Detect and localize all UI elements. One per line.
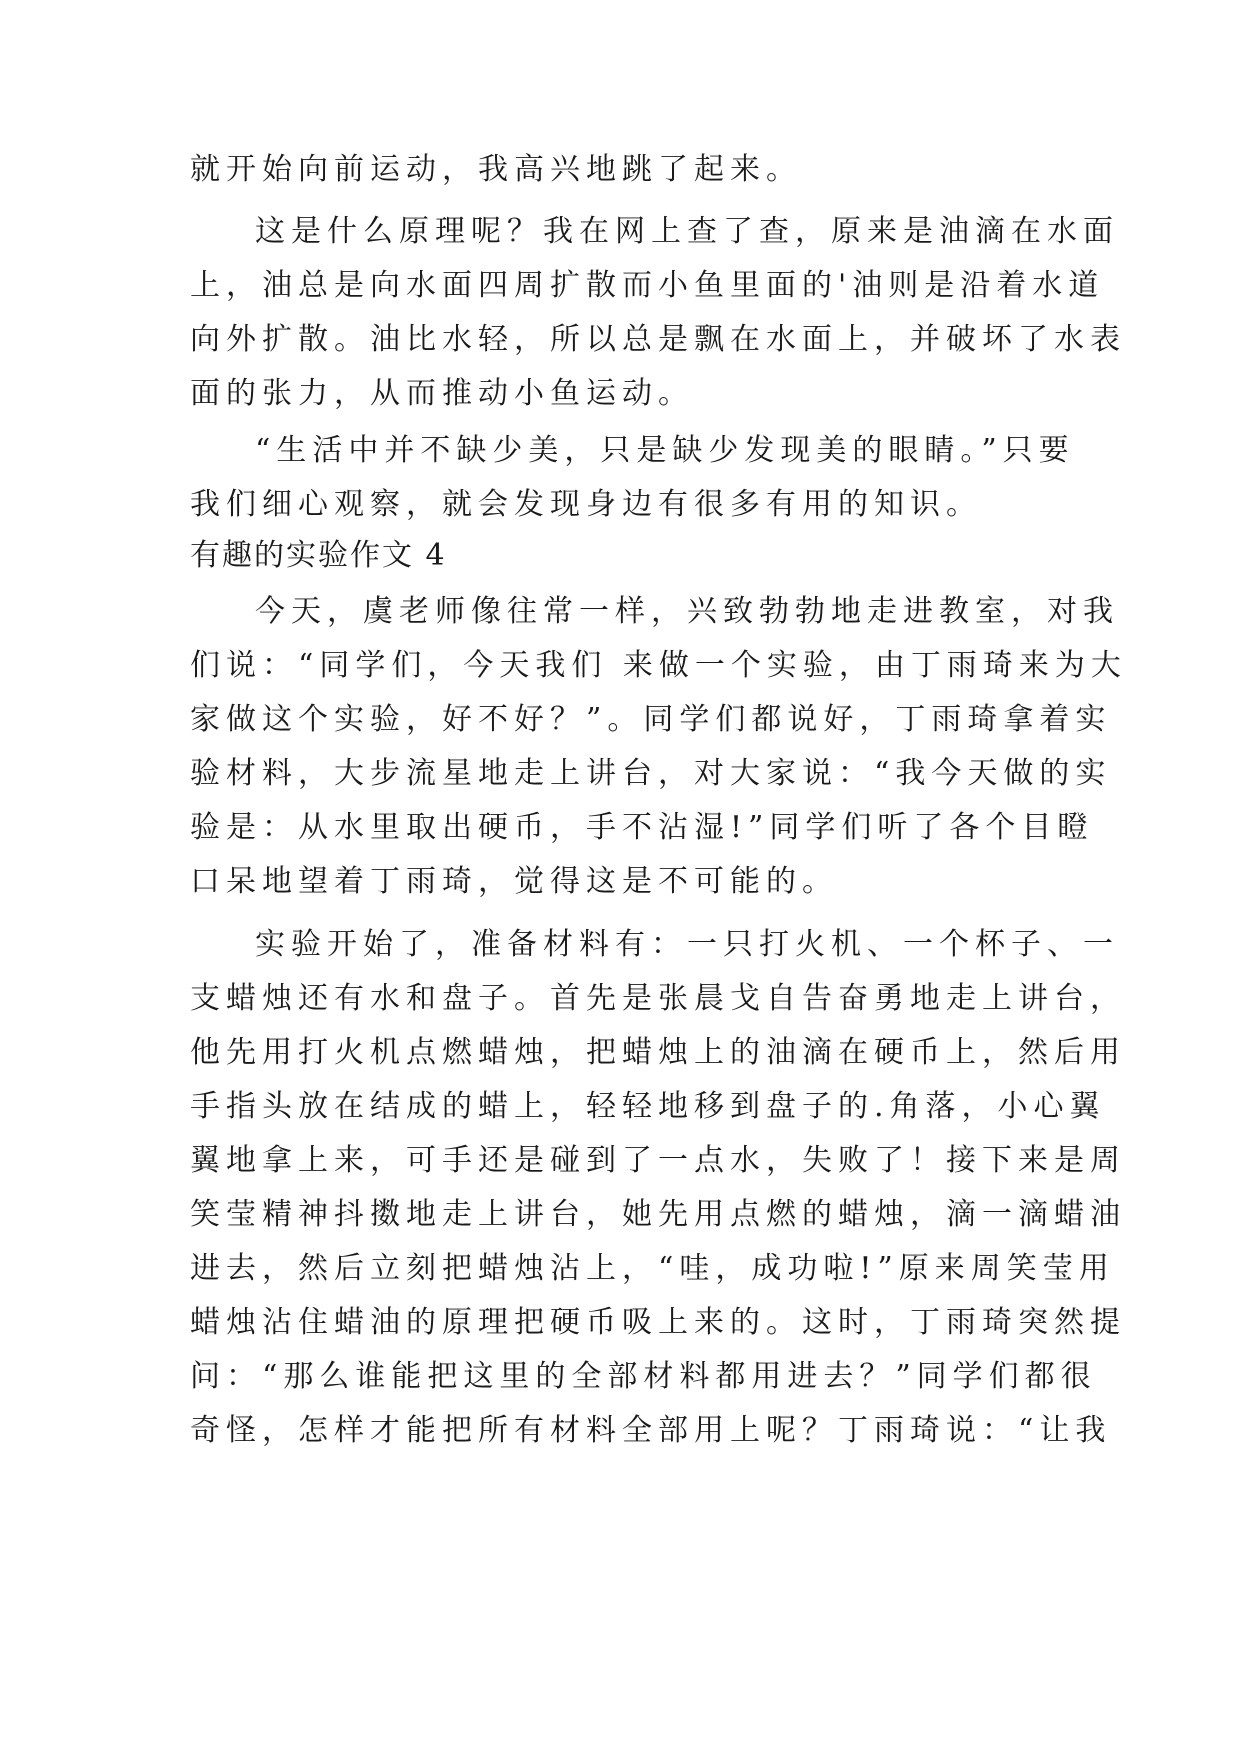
text-line: 翼地拿上来，可手还是碰到了一点水，失败了！接下来是周	[190, 1143, 1126, 1178]
text-line: 就开始向前运动，我高兴地跳了起来。	[190, 152, 802, 187]
text-line: 家做这个实验，好不好？”。同学们都说好，丁雨琦拿着实	[190, 702, 1112, 737]
text-line: 验是：从水里取出硬币，手不沾湿!”同学们听了各个目瞪	[190, 810, 1094, 845]
text-line: 验材料，大步流星地走上讲台，对大家说：“我今天做的实	[190, 756, 1112, 791]
text-line: 们说：“同学们，今天我们 来做一个实验，由丁雨琦来为大	[190, 648, 1127, 683]
text-line: 蜡烛沾住蜡油的原理把硬币吸上来的。这时，丁雨琦突然提	[190, 1305, 1126, 1340]
text-line: 上，油总是向水面四周扩散而小鱼里面的'油则是沿着水道	[190, 268, 1105, 303]
text-line: 面的张力，从而推动小鱼运动。	[190, 376, 694, 411]
text-line: 奇怪，怎样才能把所有材料全部用上呢？丁雨琦说：“让我	[190, 1413, 1112, 1448]
section-heading: 有趣的实验作文 4	[190, 538, 447, 573]
text-line: 我们细心观察，就会发现身边有很多有用的知识。	[190, 487, 982, 522]
paragraph-start-line: 实验开始了，准备材料有：一只打火机、一个杯子、一	[255, 927, 1119, 962]
text-line: 口呆地望着丁雨琦，觉得这是不可能的。	[190, 864, 838, 899]
paragraph-start-line: 这是什么原理呢？我在网上查了查，原来是油滴在水面	[255, 214, 1119, 249]
text-line: 向外扩散。油比水轻，所以总是飘在水面上，并破坏了水表	[190, 322, 1126, 357]
text-line: 问：“那么谁能把这里的全部材料都用进去？”同学们都很	[190, 1359, 1097, 1394]
text-line: 进去，然后立刻把蜡烛沾上，“哇，成功啦!”原来周笑莹用	[190, 1251, 1115, 1286]
paragraph-start-line: “生活中并不缺少美，只是缺少发现美的眼睛。”只要	[255, 433, 1075, 468]
text-line: 笑莹精神抖擞地走上讲台，她先用点燃的蜡烛，滴一滴蜡油	[190, 1197, 1126, 1232]
text-line: 他先用打火机点燃蜡烛，把蜡烛上的油滴在硬币上，然后用	[190, 1035, 1126, 1070]
text-line: 手指头放在结成的蜡上，轻轻地移到盘子的.角落，小心翼	[190, 1089, 1106, 1124]
text-line: 支蜡烛还有水和盘子。首先是张晨戈自告奋勇地走上讲台，	[190, 981, 1126, 1016]
paragraph-start-line: 今天，虞老师像往常一样，兴致勃勃地走进教室，对我	[255, 594, 1119, 629]
